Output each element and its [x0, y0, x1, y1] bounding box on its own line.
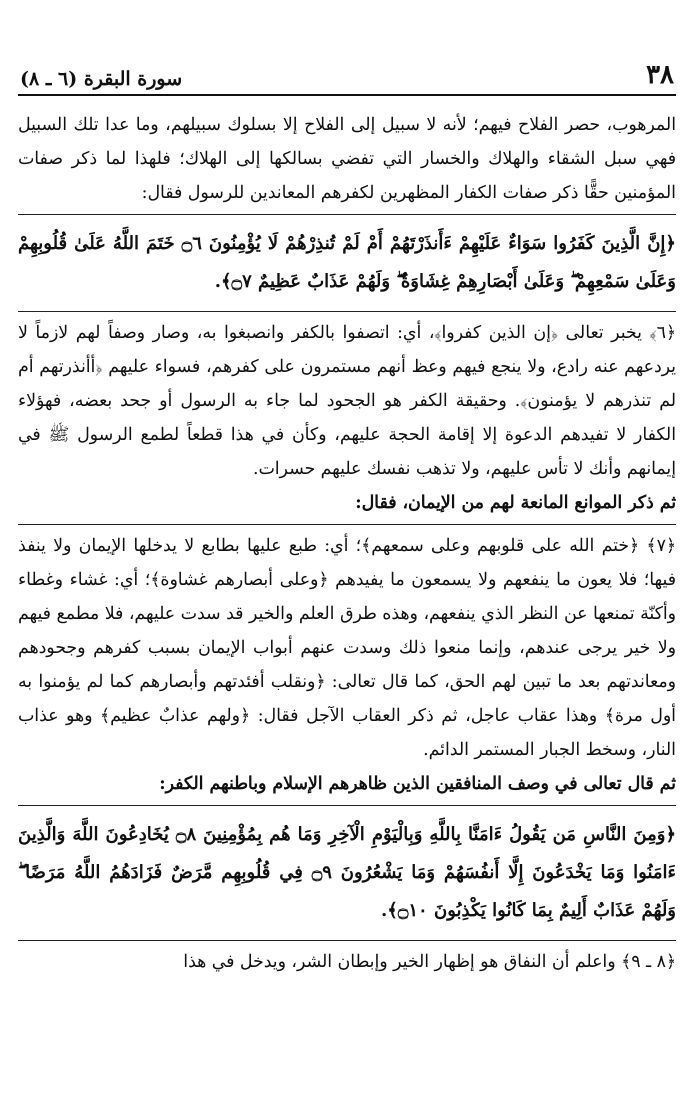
divider [18, 311, 676, 312]
quran-verse-8-10: ﴿وَمِنَ النَّاسِ مَن يَقُولُ ءَامَنَّا بِاللَّهِ وَبِالْيَوْمِ الْآخِرِ وَمَا هُم بِمُؤْمِنِينَ ۝٨ يُخَادِعُونَ اللَّهَ وَالَّذِينَ ءَامَنُوا وَمَا يَخْدَعُونَ إِلَّا أَنفُسَهُمْ وَمَا يَشْعُرُونَ ۝٩ فِي قُلُوبِهِم مَّرَضٌ فَزَادَهُمُ اللَّهُ مَرَضًا ۖ وَلَهُمْ عَذَابٌ أَلِيمٌ بِمَا كَانُوا يَكْذِبُونَ ۝١٠﴾. [18, 824, 676, 921]
page-header [18, 58, 676, 96]
intro-paragraph: المرهوب، حصر الفلاح فيهم؛ لأنه لا سبيل إلى الفلاح إلا بسلوك سبيلهم، وما عدا تلك السبيل فهي سبل الشقاء والهلاك والخسار التي تفضي بسالكها إلى الهلاك؛ فلهذا لما ذكر صفات المؤمنين حقًّا ذكر صفات الكفار المظهرين لكفرهم المعاندين للرسول فقال: [18, 115, 676, 203]
page-number: ٣٨ [646, 60, 674, 90]
page [18, 58, 676, 979]
tafsir-verse-8-9: ﴿٨ ـ ٩﴾ واعلم أن النفاق هو إظهار الخير وإبطان الشر، ويدخل في هذا [183, 952, 676, 972]
divider [18, 940, 676, 941]
tafsir-verse-7: ﴿٧﴾ ﴿ختم الله على قلوبهم وعلى سمعهم﴾؛ أي: طبع عليها بطابع لا يدخلها الإيمان ولا ينفذ فيها؛ فلا يعون ما ينفعهم ولا يسمعون ما يفيدهم ﴿وعلى أبصارهم غشاوة﴾؛ أي: غشاء وغطاء وأكنّة تمنعها عن النظر الذي ينفعهم، وهذه طرق العلم والخير قد سدت عليهم، فلا مطمع فيهم ولا خير يرجى عندهم، وإنما منعوا ذلك وسدت عنهم أبواب الإيمان بسبب كفرهم وجحودهم ومعاندتهم بعد ما تبين لهم الحق، كما قال تعالى: ﴿ونقلب أفئدتهم وأبصارهم كما لم يؤمنوا به أول مرة﴾ وهذا عقاب عاجل، ثم ذكر العقاب الآجل فقال: ﴿ولهم عذابٌ عظيم﴾ وهو عذاب النار، وسخط الجبار المستمر الدائم. [18, 536, 676, 760]
divider [18, 805, 676, 806]
tafsir-verse-6: ﴿٦﴾ يخبر تعالى ﴿إن الذين كفروا﴾، أي: اتصفوا بالكفر وانصبغوا به، وصار وصفاً لهم لازماً لا يردعهم عنه رادع، ولا ينجع فيهم وعظ أنهم مستمرون على كفرهم، فسواء عليهم ﴿أأنذرتهم أم لم تنذرهم لا يؤمنون﴾. وحقيقة الكفر هو الجحود لما جاء به الرسول أو جحد بعضه، فهؤلاء الكفار لا تفيدهم الدعوة إلا إقامة الحجة عليهم، وكأن في هذا قطعاً لطمع الرسول ﷺ في إيمانهم وأنك لا تأس عليهم، ولا تذهب نفسك عليهم حسرات. [18, 323, 676, 479]
quran-verse-6-7: ﴿إِنَّ الَّذِينَ كَفَرُوا سَوَاءٌ عَلَيْهِمْ ءَأَنذَرْتَهُمْ أَمْ لَمْ تُنذِرْهُمْ لَا يُؤْمِنُونَ ۝٦ خَتَمَ اللَّهُ عَلَىٰ قُلُوبِهِمْ وَعَلَىٰ سَمْعِهِمْ ۖ وَعَلَىٰ أَبْصَارِهِمْ غِشَاوَةٌ ۖ وَلَهُمْ عَذَابٌ عَظِيمٌ ۝٧﴾. [18, 233, 676, 292]
transition-verse-7: ثم ذكر الموانع المانعة لهم من الإيمان، فقال: [355, 493, 676, 513]
divider [18, 214, 676, 215]
divider [18, 524, 676, 525]
transition-verse-8: ثم قال تعالى في وصف المنافقين الذين ظاهرهم الإسلام وباطنهم الكفر: [159, 774, 676, 794]
running-title: سورة البقرة (٦ ـ ٨) [20, 68, 183, 90]
